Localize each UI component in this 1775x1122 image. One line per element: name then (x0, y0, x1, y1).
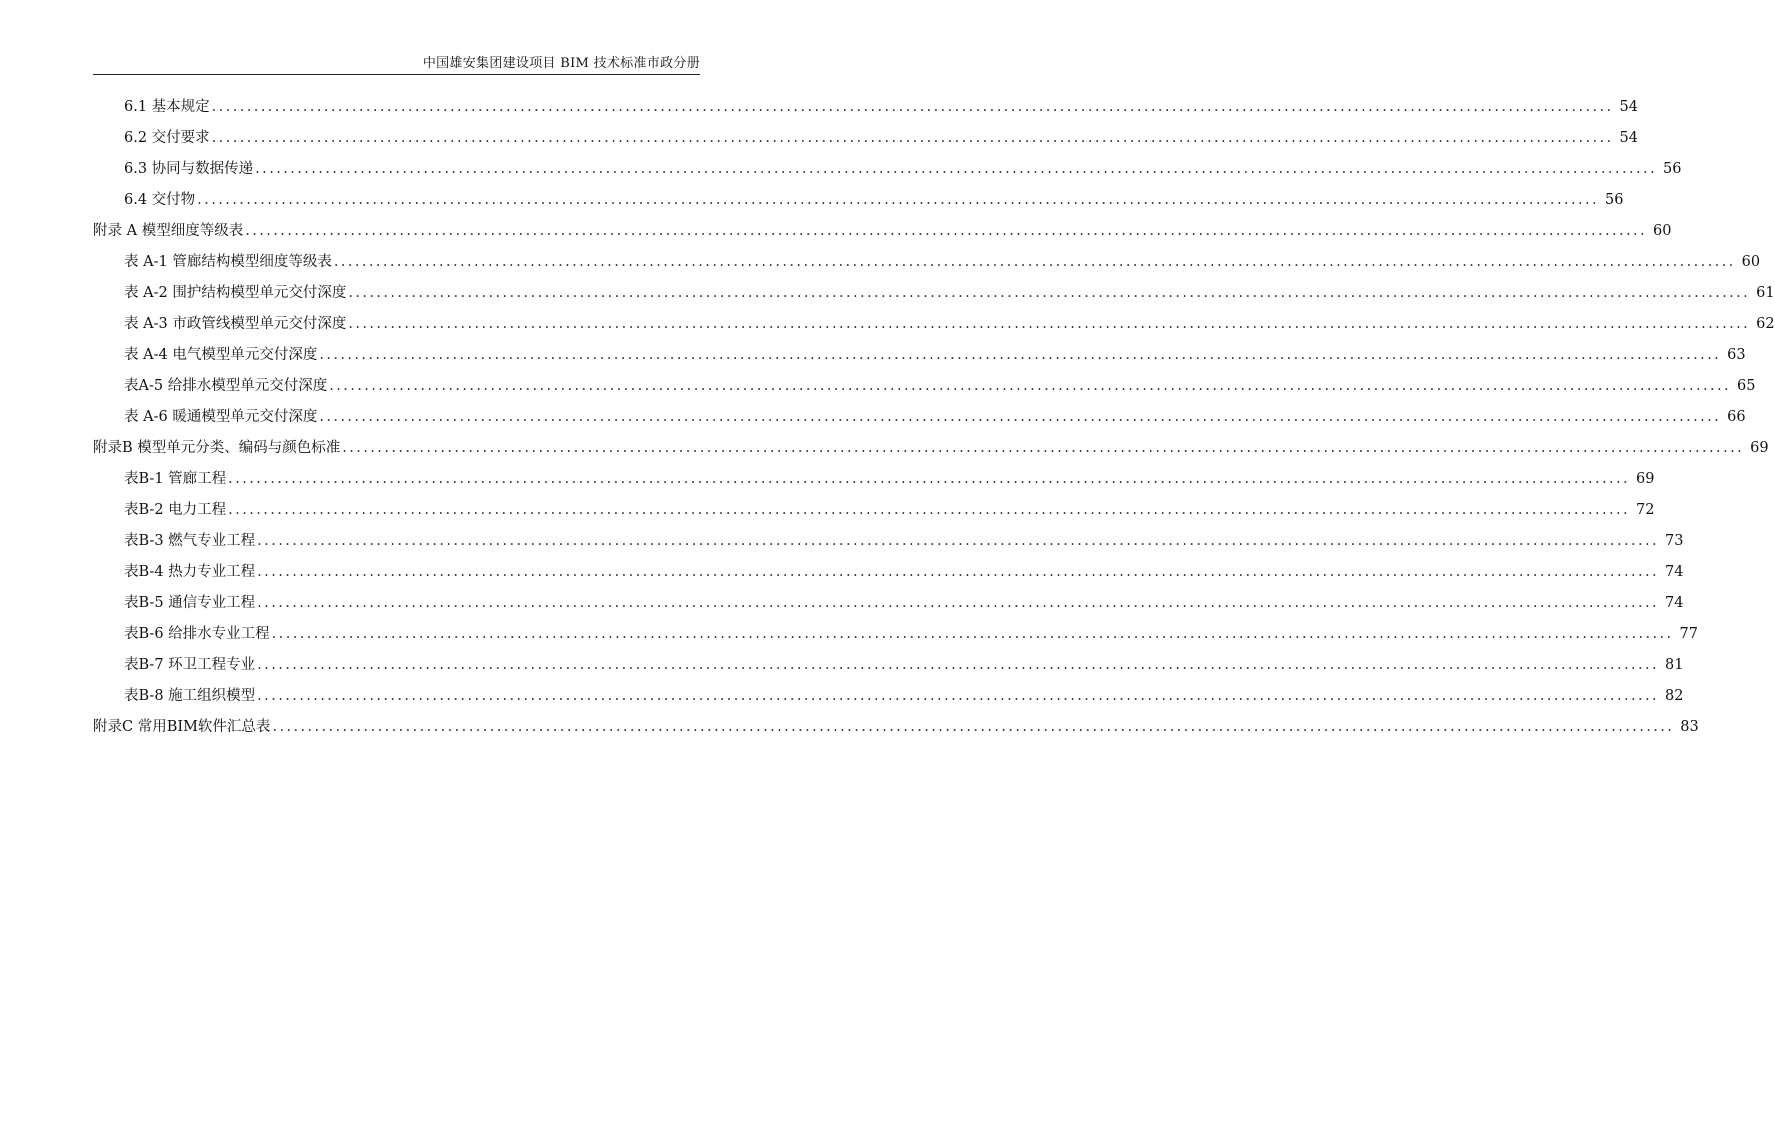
toc-entry-label: 表B-5 通信专业工程 (124, 595, 256, 611)
dot-leader: ........................................................................................................................................................................................................ (257, 657, 1659, 673)
dot-leader: ........................................................................................................................................................................................................ (257, 595, 1659, 611)
toc-entry-label: 表B-6 给排水专业工程 (124, 626, 270, 642)
dot-leader: ........................................................................................................................................................................................................ (342, 440, 1745, 456)
toc-entry-label: 表B-7 环卫工程专业 (124, 657, 256, 673)
toc-entry-page: 66 (1727, 409, 1746, 425)
dot-leader: ........................................................................................................................................................................................................ (228, 471, 1630, 487)
dot-leader: ........................................................................................................................................................................................................ (257, 688, 1659, 704)
toc-entry[interactable] (93, 281, 1775, 312)
dot-leader: ........................................................................................................................................................................................................ (348, 285, 1751, 301)
toc-entry-page: 63 (1727, 347, 1746, 363)
toc-entry-page: 82 (1665, 688, 1684, 704)
dot-leader: ........................................................................................................................................................................................................ (348, 316, 1751, 332)
toc-entry-page: 77 (1679, 626, 1698, 642)
toc-entry-page: 72 (1636, 502, 1655, 518)
toc-entry[interactable] (93, 653, 1684, 684)
toc-entry[interactable] (93, 157, 1682, 188)
dot-leader: ........................................................................................................................................................................................................ (211, 99, 1614, 115)
toc-entry-page: 60 (1653, 223, 1672, 239)
toc-entry-label: 表 A-2 围护结构模型单元交付深度 (124, 285, 347, 301)
table-of-contents (93, 95, 1775, 746)
dot-leader: ........................................................................................................................................................................................................ (211, 130, 1614, 146)
toc-entry[interactable] (93, 529, 1684, 560)
toc-entry[interactable] (93, 467, 1655, 498)
toc-entry-label: 表A-5 给排水模型单元交付深度 (124, 378, 328, 394)
dot-leader: ........................................................................................................................................................................................................ (272, 719, 1675, 735)
toc-entry-label: 表B-8 施工组织模型 (124, 688, 256, 704)
toc-entry[interactable] (93, 622, 1698, 653)
toc-entry-label: 附录C 常用BIM软件汇总表 (93, 719, 271, 735)
toc-entry-page: 65 (1737, 378, 1756, 394)
toc-entry[interactable] (93, 591, 1684, 622)
toc-entry-page: 74 (1665, 564, 1684, 580)
toc-entry[interactable] (93, 405, 1746, 436)
dot-leader: ........................................................................................................................................................................................................ (333, 254, 1736, 270)
dot-leader: ........................................................................................................................................................................................................ (255, 161, 1657, 177)
toc-entry[interactable] (93, 188, 1624, 219)
toc-entry-label: 表 A-6 暖通模型单元交付深度 (124, 409, 318, 425)
toc-entry[interactable] (93, 312, 1775, 343)
toc-entry[interactable] (93, 436, 1769, 467)
toc-entry-label: 6.1 基本规定 (124, 99, 210, 115)
toc-entry-label: 表B-1 管廊工程 (124, 471, 227, 487)
toc-entry-page: 61 (1756, 285, 1775, 301)
toc-entry[interactable] (93, 250, 1761, 281)
toc-entry-label: 表 A-4 电气模型单元交付深度 (124, 347, 318, 363)
toc-entry[interactable] (93, 684, 1684, 715)
toc-entry-page: 74 (1665, 595, 1684, 611)
toc-entry-label: 表 A-3 市政管线模型单元交付深度 (124, 316, 347, 332)
toc-entry[interactable] (93, 715, 1699, 746)
toc-entry-label: 6.4 交付物 (124, 192, 196, 208)
header-title: 中国雄安集团建设项目 BIM 技术标准市政分册 (422, 56, 700, 71)
toc-entry-label: 6.3 协同与数据传递 (124, 161, 254, 177)
toc-entry-label: 6.2 交付要求 (124, 130, 210, 146)
toc-entry[interactable] (93, 219, 1672, 250)
toc-entry[interactable] (93, 560, 1684, 591)
dot-leader: ........................................................................................................................................................................................................ (197, 192, 1599, 208)
toc-entry[interactable] (93, 374, 1756, 405)
toc-entry-page: 81 (1665, 657, 1684, 673)
toc-entry-page: 56 (1605, 192, 1624, 208)
dot-leader: ........................................................................................................................................................................................................ (257, 533, 1659, 549)
toc-entry-page: 62 (1756, 316, 1775, 332)
toc-entry-label: 表B-2 电力工程 (124, 502, 227, 518)
dot-leader: ........................................................................................................................................................................................................ (245, 223, 1648, 239)
toc-entry-page: 69 (1750, 440, 1769, 456)
toc-entry-page: 54 (1619, 130, 1638, 146)
toc-entry-label: 附录B 模型单元分类、编码与颜色标准 (93, 440, 341, 456)
dot-leader: ........................................................................................................................................................................................................ (228, 502, 1630, 518)
toc-entry-page: 73 (1665, 533, 1684, 549)
dot-leader: ........................................................................................................................................................................................................ (329, 378, 1732, 394)
dot-leader: ........................................................................................................................................................................................................ (257, 564, 1659, 580)
toc-entry[interactable] (93, 498, 1655, 529)
toc-entry[interactable] (93, 126, 1638, 157)
toc-entry-label: 附录 A 模型细度等级表 (93, 223, 244, 239)
toc-entry[interactable] (93, 343, 1746, 374)
toc-entry-page: 69 (1636, 471, 1655, 487)
toc-entry-label: 表B-4 热力专业工程 (124, 564, 256, 580)
toc-entry-page: 54 (1619, 99, 1638, 115)
toc-entry-label: 表B-3 燃气专业工程 (124, 533, 256, 549)
page-header (93, 52, 700, 75)
dot-leader: ........................................................................................................................................................................................................ (319, 347, 1722, 363)
dot-leader: ........................................................................................................................................................................................................ (271, 626, 1674, 642)
toc-entry-page: 83 (1680, 719, 1699, 735)
toc-entry-page: 56 (1663, 161, 1682, 177)
toc-entry[interactable] (93, 95, 1638, 126)
dot-leader: ........................................................................................................................................................................................................ (319, 409, 1722, 425)
toc-entry-page: 60 (1741, 254, 1761, 270)
toc-entry-label: 表 A-1 管廊结构模型细度等级表 (124, 254, 332, 270)
